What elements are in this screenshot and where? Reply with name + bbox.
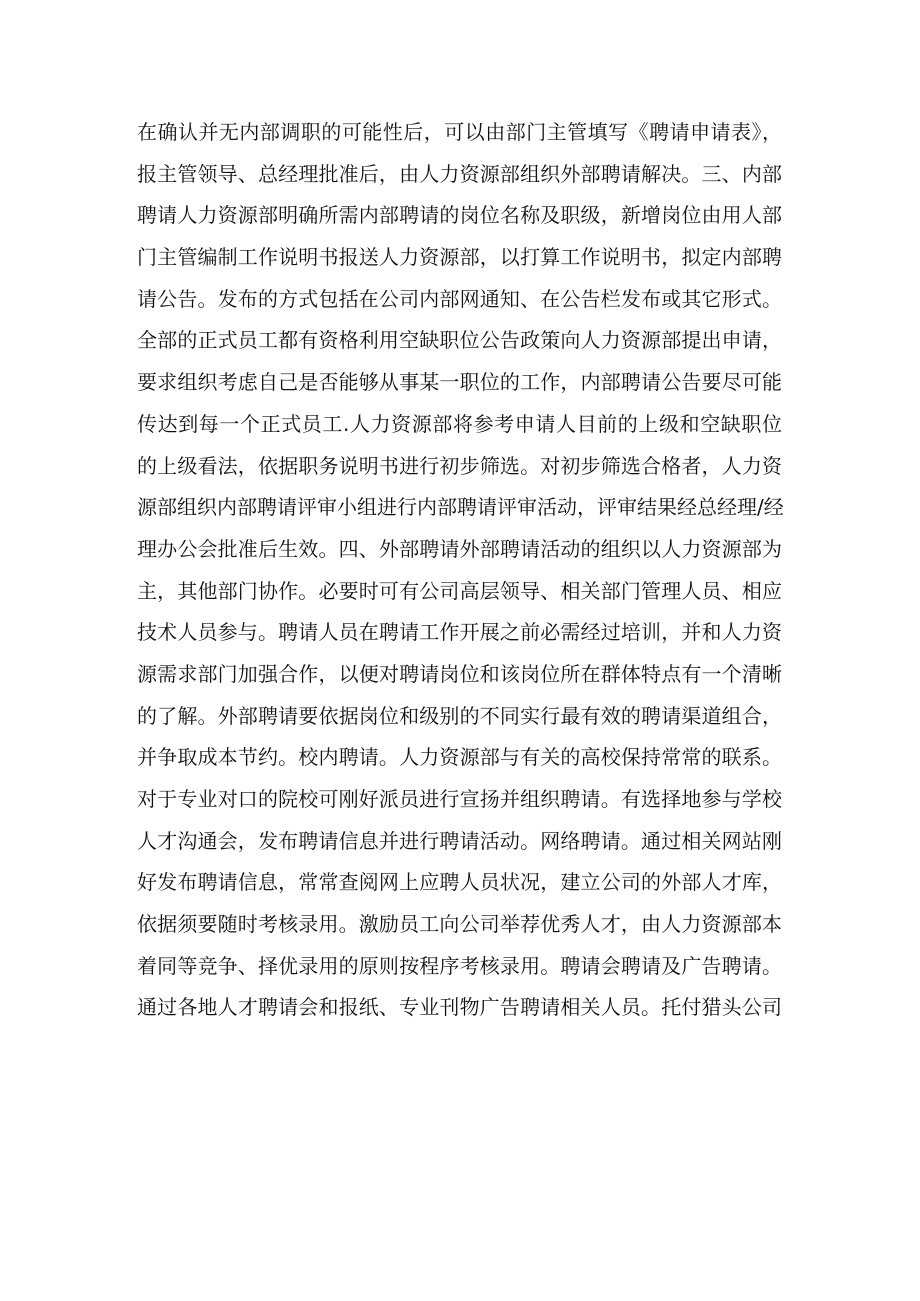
text-line: 并争取成本节约。校内聘请。人力资源部与有关的高校保持常常的联系。	[137, 745, 782, 770]
text-line: 的上级看法，依据职务说明书进行初步筛选。对初步筛选合格者，人力资	[137, 453, 782, 478]
text-line: 源需求部门加强合作，以便对聘请岗位和该岗位所在群体特点有一个清晰	[137, 661, 782, 686]
text-line: 报主管领导、总经理批准后，由人力资源部组织外部聘请解决。三、内部	[137, 161, 782, 186]
text-line: 通过各地人才聘请会和报纸、专业刊物广告聘请相关人员。托付猎头公司	[137, 995, 782, 1020]
text-line: 着同等竞争、择优录用的原则按程序考核录用。聘请会聘请及广告聘请。	[137, 953, 782, 978]
text-line: 聘请人力资源部明确所需内部聘请的岗位名称及职级，新增岗位由用人部	[137, 203, 782, 228]
text-line: 人才沟通会，发布聘请信息并进行聘请活动。网络聘请。通过相关网站刚	[137, 828, 782, 853]
text-line: 好发布聘请信息，常常查阅网上应聘人员状况，建立公司的外部人才库，	[137, 870, 782, 895]
text-line: 依据须要随时考核录用。激励员工向公司举荐优秀人才，由人力资源部本	[137, 912, 782, 937]
text-line: 的了解。外部聘请要依据岗位和级别的不同实行最有效的聘请渠道组合，	[137, 703, 782, 728]
text-line: 在确认并无内部调职的可能性后，可以由部门主管填写《聘请申请表》，	[137, 120, 782, 144]
text-line: 门主管编制工作说明书报送人力资源部，以打算工作说明书，拟定内部聘	[137, 245, 782, 270]
text-line: 主，其他部门协作。必要时可有公司高层领导、相关部门管理人员、相应	[137, 578, 782, 603]
text-line: 传达到每一个正式员工.人力资源部将参考申请人目前的上级和空缺职位	[137, 411, 782, 436]
text-line: 请公告。发布的方式包括在公司内部网通知、在公告栏发布或其它形式。	[137, 286, 782, 311]
body-paragraph	[137, 112, 787, 1029]
text-line: 全部的正式员工都有资格利用空缺职位公告政策向人力资源部提出申请，	[137, 328, 782, 353]
text-line: 要求组织考虑自己是否能够从事某一职位的工作，内部聘请公告要尽可能	[137, 370, 782, 395]
text-line: 源部组织内部聘请评审小组进行内部聘请评审活动，评审结果经总经理/经	[137, 495, 784, 520]
text-line: 技术人员参与。聘请人员在聘请工作开展之前必需经过培训，并和人力资	[137, 620, 782, 645]
text-line: 理办公会批准后生效。四、外部聘请外部聘请活动的组织以人力资源部为	[137, 536, 782, 561]
text-line: 对于专业对口的院校可刚好派员进行宣扬并组织聘请。有选择地参与学校	[137, 787, 782, 811]
